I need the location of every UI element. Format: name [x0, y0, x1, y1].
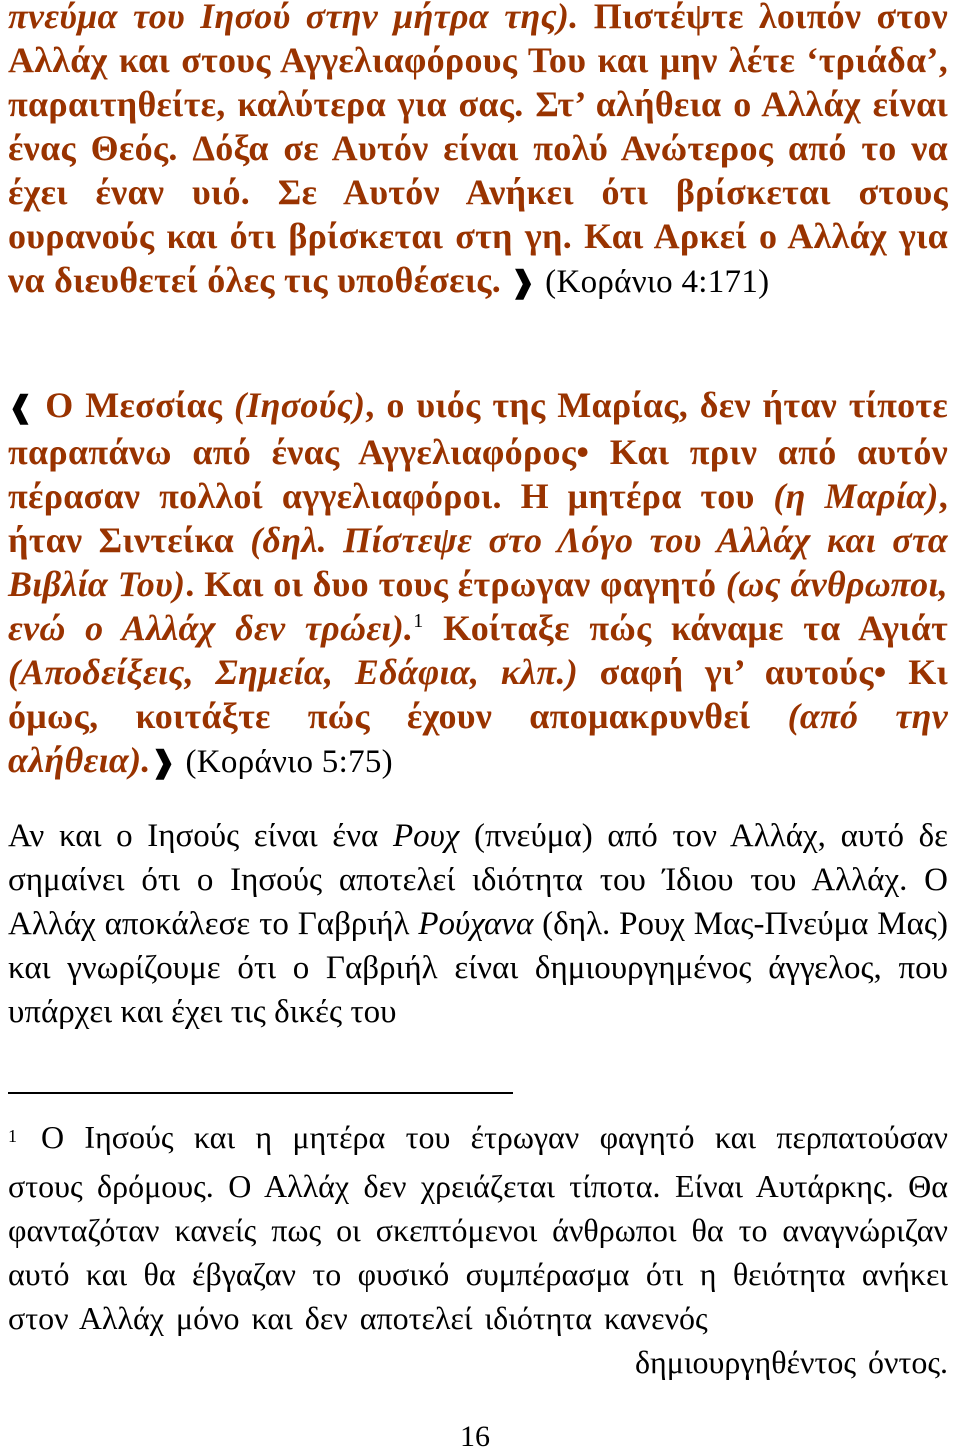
body-text: (πνεύμα) από τον Αλλάχ, αυτό δε σημαίνει ότι ο Ιησούς αποτελεί ιδιότητα του Ίδιου του Αλλάχ. Ο Αλλάχ αποκάλεσε το Γαβριήλ	[8, 818, 949, 942]
quote-text: (η Μαρία)	[773, 476, 939, 516]
quote-text: Σε Αυτόν Ανήκει ότι βρίσκεται στους ουρανούς και ότι βρίσκεται στη γη.	[8, 172, 948, 256]
quote-text: Κοίταξε πώς κάναμε τα Αγιάτ	[443, 608, 948, 648]
quote-text: (Ιησούς)	[234, 385, 366, 425]
footnote-body	[8, 1115, 948, 1340]
quote-text: Δόξα σε Αυτόν είναι πολύ Ανώτερος από το να έχει έναν υιό.	[8, 128, 948, 212]
footnote-last-line: δημιουργηθέντος όντος.	[634, 1344, 948, 1380]
body-paragraph	[8, 814, 948, 1034]
quote-text: (Αποδείξεις, Σημεία, Εδάφια, κλπ.)	[8, 652, 579, 692]
quote-text: (από την αλήθεια).	[8, 696, 948, 780]
quote-open-ornament-icon: ❰	[8, 391, 34, 424]
citation: (Κοράνιο 4:171)	[545, 264, 770, 300]
quote-text: , ήταν Σιντείκα	[8, 476, 949, 560]
quote-text: (δηλ. Πίστεψε στο Λόγο του Αλλάχ και στα Βιβλία Του)	[8, 520, 948, 604]
body-text: Αν και ο Ιησούς είναι ένα	[8, 818, 379, 854]
quote-text: , ο υιός της Μαρίας, δεν ήταν τίποτε παραπάνω από ένας Αγγελιαφόρος• Και πριν από αυτόν πέρασαν πολλοί αγγελιαφόροι. Η μητέρα του	[8, 385, 948, 516]
footnote-text: Ο Ιησούς και η μητέρα του έτρωγαν φαγητό και περπατούσαν στους δρόμους. Ο Αλλάχ δεν χρειάζεται τίποτα. Είναι Αυτάρκης. Θα φανταζόταν κανείς πως οι σκεπτόμενοι άνθρωποι θα το αναγνώριζαν αυτό και θα έβγαζαν το φυσικό συμπέρασμα ότι η θειότητα ανήκει στον Αλλάχ μόνο και δεν αποτελεί ιδιότητα κανενός	[8, 1119, 948, 1336]
quote-close-ornament-icon: ❱	[510, 266, 536, 299]
quote-text: Και Αρκεί ο Αλλάχ για να διευθετεί όλες τις υποθέσεις.	[8, 216, 948, 300]
quote-close-ornament-icon: ❱	[150, 746, 177, 779]
quote-text: . Και οι δυο τους έτρωγαν φαγητό	[185, 564, 717, 604]
quote-text: (ως άνθρωποι, ενώ ο Αλλάχ δεν τρώει).	[8, 564, 948, 648]
footnote-reference: 1	[413, 610, 424, 632]
quran-quote-4-171	[8, 0, 948, 305]
footnote-divider	[8, 1092, 513, 1094]
citation: (Κοράνιο 5:75)	[185, 744, 393, 780]
quote-text: σαφή γι’ αυτούς• Κι όμως, κοιτάξτε πώς έχουν απομακρυνθεί	[8, 652, 948, 736]
body-term: Ρουχ	[392, 818, 460, 854]
quote-text: Πιστέψτε λοιπόν στον Αλλάχ και στους Αγγελιαφόρους Του και μην λέτε ‘τριάδα’, παραιτηθείτε, καλύτερα για σας.	[8, 0, 948, 124]
page-number: 16	[460, 1420, 490, 1453]
footnote-marker: 1	[8, 1126, 17, 1146]
quote-text: Στ’ αλήθεια ο Αλλάχ είναι ένας Θεός.	[8, 84, 948, 168]
quote-text: πνεύμα του Ιησού στην μήτρα της).	[8, 0, 579, 36]
quote-text: Ο Μεσσίας	[45, 385, 223, 425]
body-text: (δηλ. Ρουχ Μας-Πνεύμα Μας) και γνωρίζουμε ότι ο Γαβριήλ είναι δημιουργημένος άγγελος, που υπάρχει και έχει τις δικές του	[8, 906, 948, 1030]
quran-quote-5-75	[8, 383, 948, 785]
footnote	[8, 1115, 948, 1384]
body-term: Ρούχανα	[418, 906, 534, 942]
